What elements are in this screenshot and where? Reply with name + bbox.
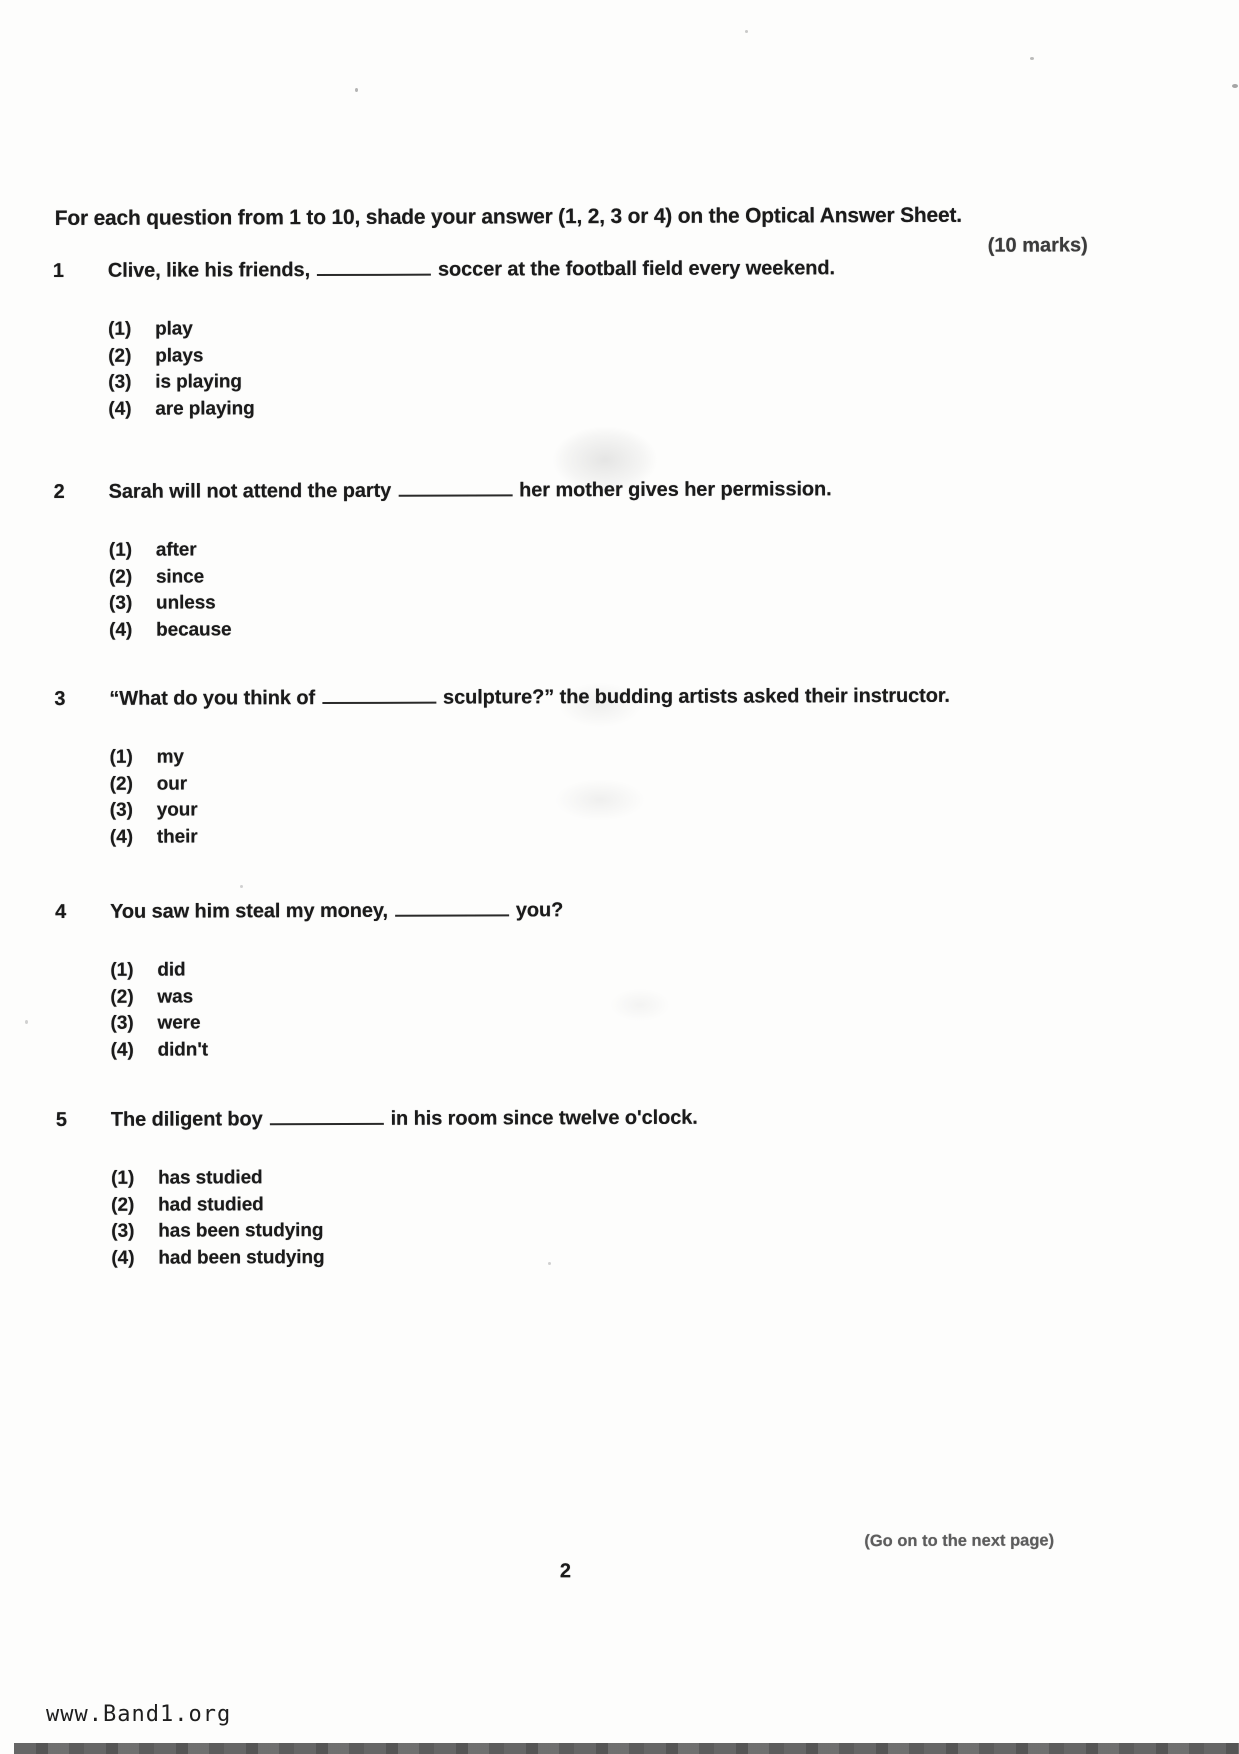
marks-label: (10 marks) (987, 234, 1088, 257)
option-number: (4) (110, 1039, 134, 1061)
question-text-before: Sarah will not attend the party (108, 479, 392, 503)
section-instructions: For each question from 1 to 10, shade your answer (1, 2, 3 or 4) on the Optical Answer Sheet. (54, 203, 962, 230)
option-label: my (156, 746, 184, 768)
option-number: (2) (109, 773, 133, 795)
option-number: (2) (108, 566, 133, 588)
question-text-after: her mother gives her permission. (519, 478, 832, 502)
option-label: is playing (155, 371, 242, 393)
question-number: 3 (54, 687, 66, 710)
question-text (109, 477, 1174, 504)
option-number: (1) (109, 746, 133, 768)
option-label: were (157, 1012, 201, 1034)
options-list (110, 954, 1175, 1064)
option (108, 393, 1173, 423)
question-4 (55, 897, 1176, 1064)
answer-blank (322, 688, 436, 704)
option-number: (3) (108, 371, 132, 393)
option (110, 954, 1175, 984)
question-text-before: The diligent boy (110, 1108, 263, 1131)
option-label: their (156, 825, 198, 848)
question-text-after: soccer at the football field every weekend. (437, 257, 835, 281)
option-label: has studied (158, 1167, 263, 1189)
option (111, 1215, 1176, 1245)
option-label: unless (156, 592, 216, 614)
options-list (109, 534, 1174, 644)
option-number: (3) (111, 1220, 135, 1242)
option (111, 1189, 1176, 1219)
scan-speck (437, 212, 440, 215)
option (110, 794, 1175, 824)
answer-blank (395, 900, 509, 916)
option (108, 340, 1173, 370)
option-label: are playing (155, 397, 255, 420)
option (110, 821, 1175, 851)
option (111, 1242, 1176, 1272)
option-label: play (155, 318, 193, 340)
question-1 (53, 256, 1174, 423)
scan-speck (1232, 84, 1238, 88)
scan-speck (25, 1020, 28, 1024)
watermark-url: www.Band1.org (46, 1702, 232, 1727)
option-label: had been studying (158, 1246, 325, 1269)
option-label: after (155, 539, 197, 561)
option-label: because (156, 618, 232, 641)
option-number: (4) (109, 619, 133, 641)
question-number: 1 (52, 259, 65, 282)
option-number: (3) (110, 1012, 134, 1034)
question-text (110, 897, 1175, 924)
question-2 (54, 477, 1175, 644)
option-number: (1) (111, 1167, 135, 1189)
options-list (110, 741, 1175, 851)
question-5 (56, 1105, 1177, 1272)
option-number: (2) (110, 986, 134, 1008)
scan-speck (355, 88, 358, 92)
option-number: (4) (108, 398, 132, 420)
option (111, 1034, 1176, 1064)
question-text (109, 684, 1174, 711)
question-3 (54, 684, 1175, 851)
option (109, 561, 1174, 591)
continue-note: (Go on to the next page) (864, 1530, 1055, 1550)
option (109, 587, 1174, 617)
option-label: didn't (157, 1038, 208, 1061)
option-label: had studied (158, 1193, 264, 1216)
answer-blank (317, 260, 431, 276)
option-number: (1) (108, 539, 133, 561)
option-number: (3) (109, 592, 133, 614)
option-number: (4) (109, 826, 134, 848)
question-text-after: in his room since twelve o'clock. (390, 1106, 698, 1130)
option (110, 741, 1175, 771)
option-label: our (156, 773, 188, 795)
option-label: your (156, 799, 198, 821)
option (109, 534, 1174, 564)
option-label: since (155, 565, 205, 588)
option-label: has been studying (158, 1220, 324, 1242)
question-text (108, 256, 1173, 283)
question-number: 5 (55, 1108, 68, 1131)
option (111, 1162, 1176, 1192)
question-text (111, 1105, 1176, 1132)
option-number: (3) (109, 799, 134, 821)
page-number: 2 (559, 1560, 572, 1583)
option-number: (2) (111, 1194, 135, 1216)
option-label: did (157, 959, 186, 981)
option-number: (1) (108, 318, 132, 340)
question-text-after: you? (515, 899, 564, 922)
question-text-before: You saw him steal my money, (110, 899, 388, 923)
option (108, 366, 1173, 396)
options-list (108, 313, 1173, 423)
option (108, 313, 1173, 343)
option (110, 768, 1175, 798)
option (110, 1007, 1175, 1037)
scan-speck (240, 885, 243, 888)
options-list (111, 1162, 1176, 1272)
question-text-before: Clive, like his friends, (107, 259, 311, 282)
answer-blank (270, 1109, 384, 1125)
option (110, 981, 1175, 1011)
question-text-before: “What do you think of (109, 687, 316, 710)
scan-speck (548, 1262, 551, 1265)
scan-speck (1030, 57, 1034, 60)
answer-blank (398, 480, 512, 496)
option (109, 614, 1174, 644)
option-number: (1) (110, 959, 134, 981)
question-number: 2 (53, 480, 65, 503)
question-number: 4 (55, 900, 67, 923)
scan-edge-bar (14, 1743, 1239, 1754)
scan-speck (745, 30, 748, 33)
option-label: was (157, 985, 194, 1008)
option-number: (4) (111, 1247, 135, 1269)
option-label: plays (155, 344, 204, 367)
question-text-after: sculpture?” the budding artists asked their instructor. (442, 684, 950, 709)
option-number: (2) (108, 345, 132, 367)
